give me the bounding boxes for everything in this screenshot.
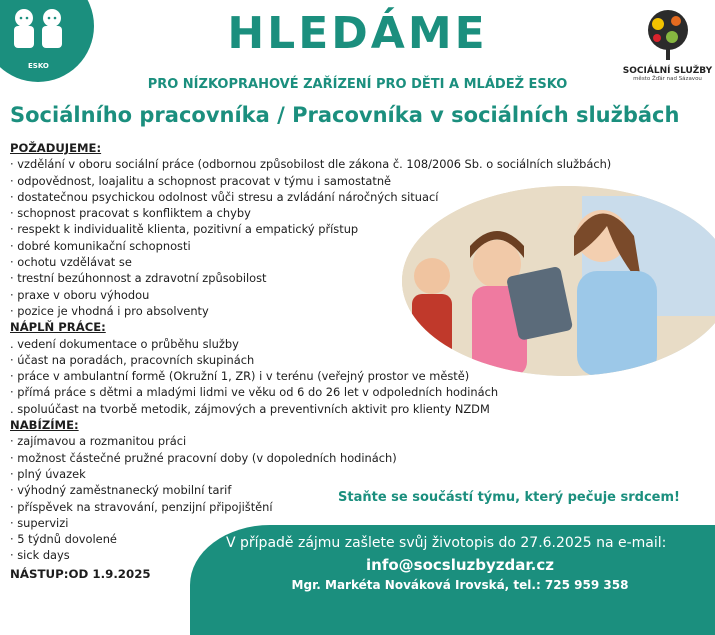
duty-item: . vedení dokumentace o průběhu služby xyxy=(10,336,239,351)
contact-email[interactable]: info@socsluzbyzdar.cz xyxy=(366,556,554,574)
requirement-item: · trestní bezúhonnost a zdravotní způsobilost xyxy=(10,271,267,286)
offer-item: · možnost částečné pružné pracovní doby (v dopoledních hodinách) xyxy=(10,450,397,465)
duty-item: . spoluúčast na tvorbě metodik, zájmových a preventivních aktivit pro klienty NZDM xyxy=(10,401,490,416)
requirement-item: · schopnost pracovat s konfliktem a chyby xyxy=(10,206,251,221)
start-date: NÁSTUP:OD 1.9.2025 xyxy=(10,566,151,581)
requirement-item: · praxe v oboru výhodou xyxy=(10,287,150,302)
headline: HLEDÁME xyxy=(227,8,488,59)
duty-item: · účast na poradách, pracovních skupinách xyxy=(10,352,255,367)
requirement-item: · respekt k individualitě klienta, pozitivní a empatický přístup xyxy=(10,222,359,237)
offer-item: · supervizi xyxy=(10,515,69,530)
offer-heading: NABÍZÍME: xyxy=(10,418,79,433)
duties-heading: NÁPLŇ PRÁCE: xyxy=(10,320,106,335)
banner-instruction: V případě zájmu zašlete svůj životopis do 27.6.2025 na e-mail: xyxy=(226,535,667,551)
subheadline: PRO NÍZKOPRAHOVÉ ZAŘÍZENÍ PRO DĚTI A MLÁDEŽ ESKO xyxy=(147,77,568,92)
esko-logo-label: ESKO xyxy=(28,62,49,70)
requirement-item: · pozice je vhodná i pro absolventy xyxy=(10,303,209,318)
offer-item: · zajímavou a rozmanitou práci xyxy=(10,434,187,449)
offer-item: · sick days xyxy=(10,548,70,563)
brand-subtitle: město Žďár nad Sázavou xyxy=(633,76,702,82)
brand-name: SOCIÁLNÍ SLUŽBY xyxy=(622,66,713,76)
requirement-item: · ochotu vzdělávat se xyxy=(10,255,132,270)
requirement-item: · dostatečnou psychickou odolnost vůči stresu a zvládání náročných situací xyxy=(10,189,439,204)
contact-person: Mgr. Markéta Nováková Irovská, tel.: 725 959 358 xyxy=(291,578,629,592)
duty-item: · práce v ambulantní formě (Okružní 1, ZR) i v terénu (veřejný prostor ve městě) xyxy=(10,369,470,384)
offer-item: · 5 týdnů dovolené xyxy=(10,532,117,547)
requirements-heading: POŽADUJEME: xyxy=(10,141,102,155)
tree-logo-icon xyxy=(642,8,694,62)
requirement-item: · odpovědnost, loajalitu a schopnost pracovat v týmu i samostatně xyxy=(10,173,392,188)
offer-item: · výhodný zaměstnanecký mobilní tarif xyxy=(10,483,232,498)
position-title: Sociálního pracovníka / Pracovníka v sociálních službách xyxy=(10,103,680,127)
offer-item: · plný úvazek xyxy=(10,466,86,481)
requirement-item: · vzdělání v oboru sociální práce (odbornou způsobilost dle zákona č. 108/2006 Sb. o sociálních službách) xyxy=(10,157,612,172)
slogan: Staňte se součástí týmu, který pečuje srdcem! xyxy=(338,490,680,505)
social-services-brand xyxy=(620,8,715,82)
offer-item: · příspěvek na stravování, penzijní připojištění xyxy=(10,499,273,514)
content-area xyxy=(10,140,640,582)
requirement-item: · dobré komunikační schopnosti xyxy=(10,238,191,253)
duty-item: · přímá práce s dětmi a mladými lidmi ve věku od 6 do 26 let v odpoledních hodinách xyxy=(10,385,499,400)
